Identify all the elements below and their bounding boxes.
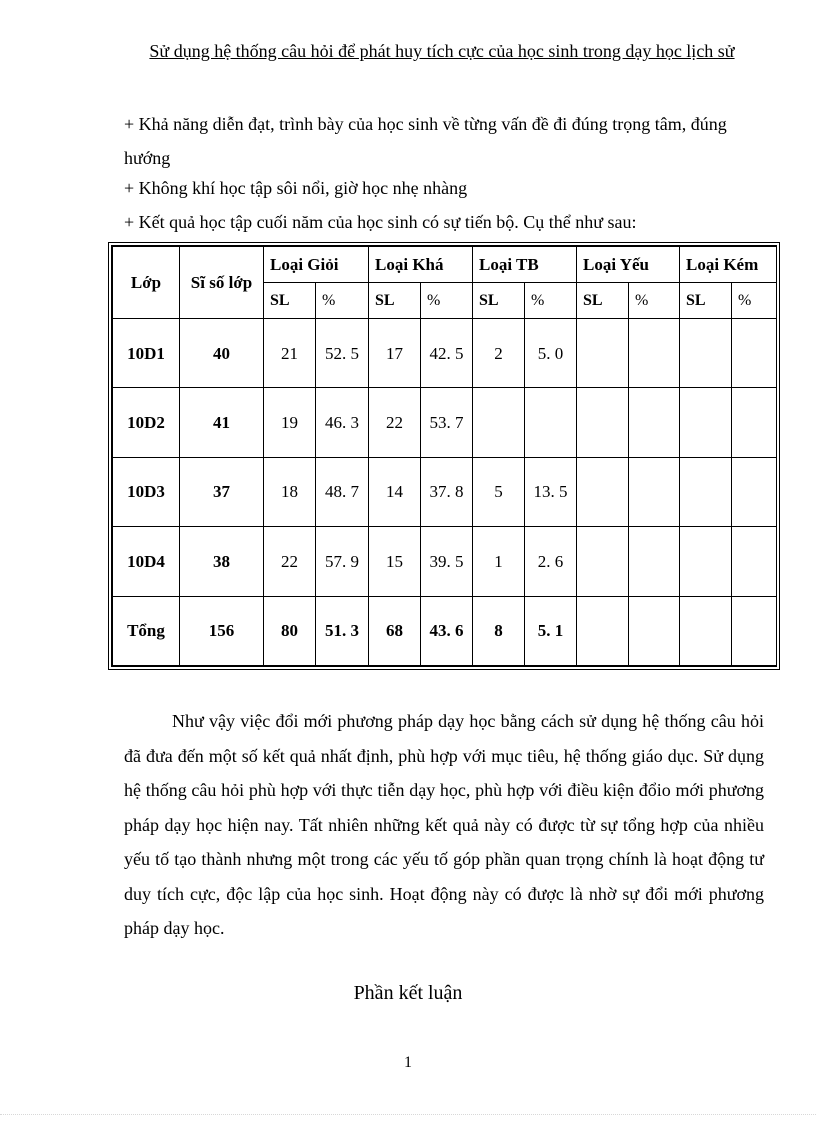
cell-gioi-sl: 18 <box>264 457 316 526</box>
cell-kha-pct: 37. 8 <box>421 457 473 526</box>
table-row <box>113 457 777 526</box>
subheader-sl: SL <box>577 283 629 319</box>
cell-tb-pct: 13. 5 <box>525 457 577 526</box>
subheader-pct: % <box>316 283 369 319</box>
cell-yeu-sl <box>577 388 629 457</box>
cell-tb-sl <box>473 388 525 457</box>
cell-gioi-sl: 21 <box>264 319 316 388</box>
cell-yeu-pct <box>629 457 680 526</box>
cell-size: 37 <box>180 457 264 526</box>
table-row <box>113 319 777 388</box>
cell-tb-sl: 8 <box>473 596 525 665</box>
cell-kem-sl <box>680 527 732 596</box>
cell-tb-pct <box>525 388 577 457</box>
cell-kem-pct <box>732 527 777 596</box>
cell-yeu-sl <box>577 596 629 665</box>
cell-tb-pct: 5. 0 <box>525 319 577 388</box>
conclusion-paragraph: Như vậy việc đổi mới phương pháp dạy học bằng cách sử dụng hệ thống câu hỏi đã đưa đến một số kết quả nhất định, phù hợp với mục tiêu, hệ thống giáo dục. Sử dụng hệ thống câu hỏi phù hợp với thực tiễn dạy học, phù hợp với điều kiện đổio mới phương pháp dạy học hiện nay. Tất nhiên những kết quả này có được từ sự tổng hợp của nhiều yếu tố tạo thành nhưng một trong các yếu tố góp phần quan trọng chính là hoạt động tư duy tích cực, độc lập của học sinh. Hoạt động này có được là nhờ sự đổi mới phương pháp dạy học. <box>124 711 764 938</box>
cell-kha-pct: 43. 6 <box>421 596 473 665</box>
cell-size: 156 <box>180 596 264 665</box>
cell-kha-pct: 42. 5 <box>421 319 473 388</box>
header-class: Lớp <box>113 247 180 319</box>
cell-size: 38 <box>180 527 264 596</box>
cell-kem-sl <box>680 319 732 388</box>
header-group-tb: Loại TB <box>473 247 577 283</box>
cell-gioi-pct: 48. 7 <box>316 457 369 526</box>
subheader-sl: SL <box>473 283 525 319</box>
subheader-pct: % <box>629 283 680 319</box>
table-row <box>113 527 777 596</box>
bullet-expression: + Khả năng diễn đạt, trình bày của học sinh về từng vấn đề đi đúng trọng tâm, đúng hướng <box>124 114 727 168</box>
header-group-gioi: Loại Giỏi <box>264 247 369 283</box>
header-group-kha: Loại Khá <box>369 247 473 283</box>
footer-divider <box>0 1114 816 1115</box>
cell-gioi-sl: 19 <box>264 388 316 457</box>
cell-class: 10D1 <box>113 319 180 388</box>
header-group-kem: Loại Kém <box>680 247 777 283</box>
cell-kem-sl <box>680 388 732 457</box>
cell-kha-pct: 53. 7 <box>421 388 473 457</box>
subheader-sl: SL <box>264 283 316 319</box>
cell-yeu-sl <box>577 527 629 596</box>
cell-kem-pct <box>732 319 777 388</box>
cell-kem-pct <box>732 388 777 457</box>
cell-kem-pct <box>732 457 777 526</box>
cell-tb-sl: 5 <box>473 457 525 526</box>
cell-tb-pct: 2. 6 <box>525 527 577 596</box>
bullet-atmosphere: + Không khí học tập sôi nổi, giờ học nhẹ nhàng <box>124 178 468 198</box>
cell-size: 41 <box>180 388 264 457</box>
subheader-sl: SL <box>680 283 732 319</box>
cell-yeu-pct <box>629 596 680 665</box>
cell-kha-sl: 68 <box>369 596 421 665</box>
header-class-size: Sĩ số lớp <box>180 247 264 319</box>
subheader-sl: SL <box>369 283 421 319</box>
header-group-yeu: Loại Yếu <box>577 247 680 283</box>
bullet-results-intro: + Kết quả học tập cuối năm của học sinh có sự tiến bộ. Cụ thể như sau: <box>124 212 637 232</box>
cell-gioi-sl: 22 <box>264 527 316 596</box>
subheader-pct: % <box>421 283 473 319</box>
cell-class: Tổng <box>113 596 180 665</box>
cell-class: 10D4 <box>113 527 180 596</box>
cell-kem-pct <box>732 596 777 665</box>
cell-tb-pct: 5. 1 <box>525 596 577 665</box>
cell-yeu-pct <box>629 388 680 457</box>
document-header-title: Sử dụng hệ thống câu hỏi để phát huy tích cực của học sinh trong dạy học lịch sử <box>149 41 735 61</box>
cell-class: 10D2 <box>113 388 180 457</box>
cell-gioi-pct: 52. 5 <box>316 319 369 388</box>
cell-class: 10D3 <box>113 457 180 526</box>
cell-kem-sl <box>680 457 732 526</box>
cell-kha-sl: 14 <box>369 457 421 526</box>
cell-yeu-pct <box>629 319 680 388</box>
cell-kha-sl: 15 <box>369 527 421 596</box>
cell-kha-pct: 39. 5 <box>421 527 473 596</box>
page-number: 1 <box>404 1054 412 1071</box>
cell-kem-sl <box>680 596 732 665</box>
cell-yeu-sl <box>577 457 629 526</box>
cell-gioi-pct: 57. 9 <box>316 527 369 596</box>
section-heading: Phần kết luận <box>353 982 463 1004</box>
cell-yeu-pct <box>629 527 680 596</box>
results-table <box>112 246 777 666</box>
cell-gioi-sl: 80 <box>264 596 316 665</box>
cell-kha-sl: 17 <box>369 319 421 388</box>
subheader-pct: % <box>732 283 777 319</box>
cell-kha-sl: 22 <box>369 388 421 457</box>
cell-size: 40 <box>180 319 264 388</box>
table-row-total <box>113 596 777 665</box>
cell-tb-sl: 1 <box>473 527 525 596</box>
cell-yeu-sl <box>577 319 629 388</box>
cell-gioi-pct: 51. 3 <box>316 596 369 665</box>
table-row <box>113 388 777 457</box>
cell-tb-sl: 2 <box>473 319 525 388</box>
cell-gioi-pct: 46. 3 <box>316 388 369 457</box>
results-table-frame <box>108 242 780 670</box>
subheader-pct: % <box>525 283 577 319</box>
